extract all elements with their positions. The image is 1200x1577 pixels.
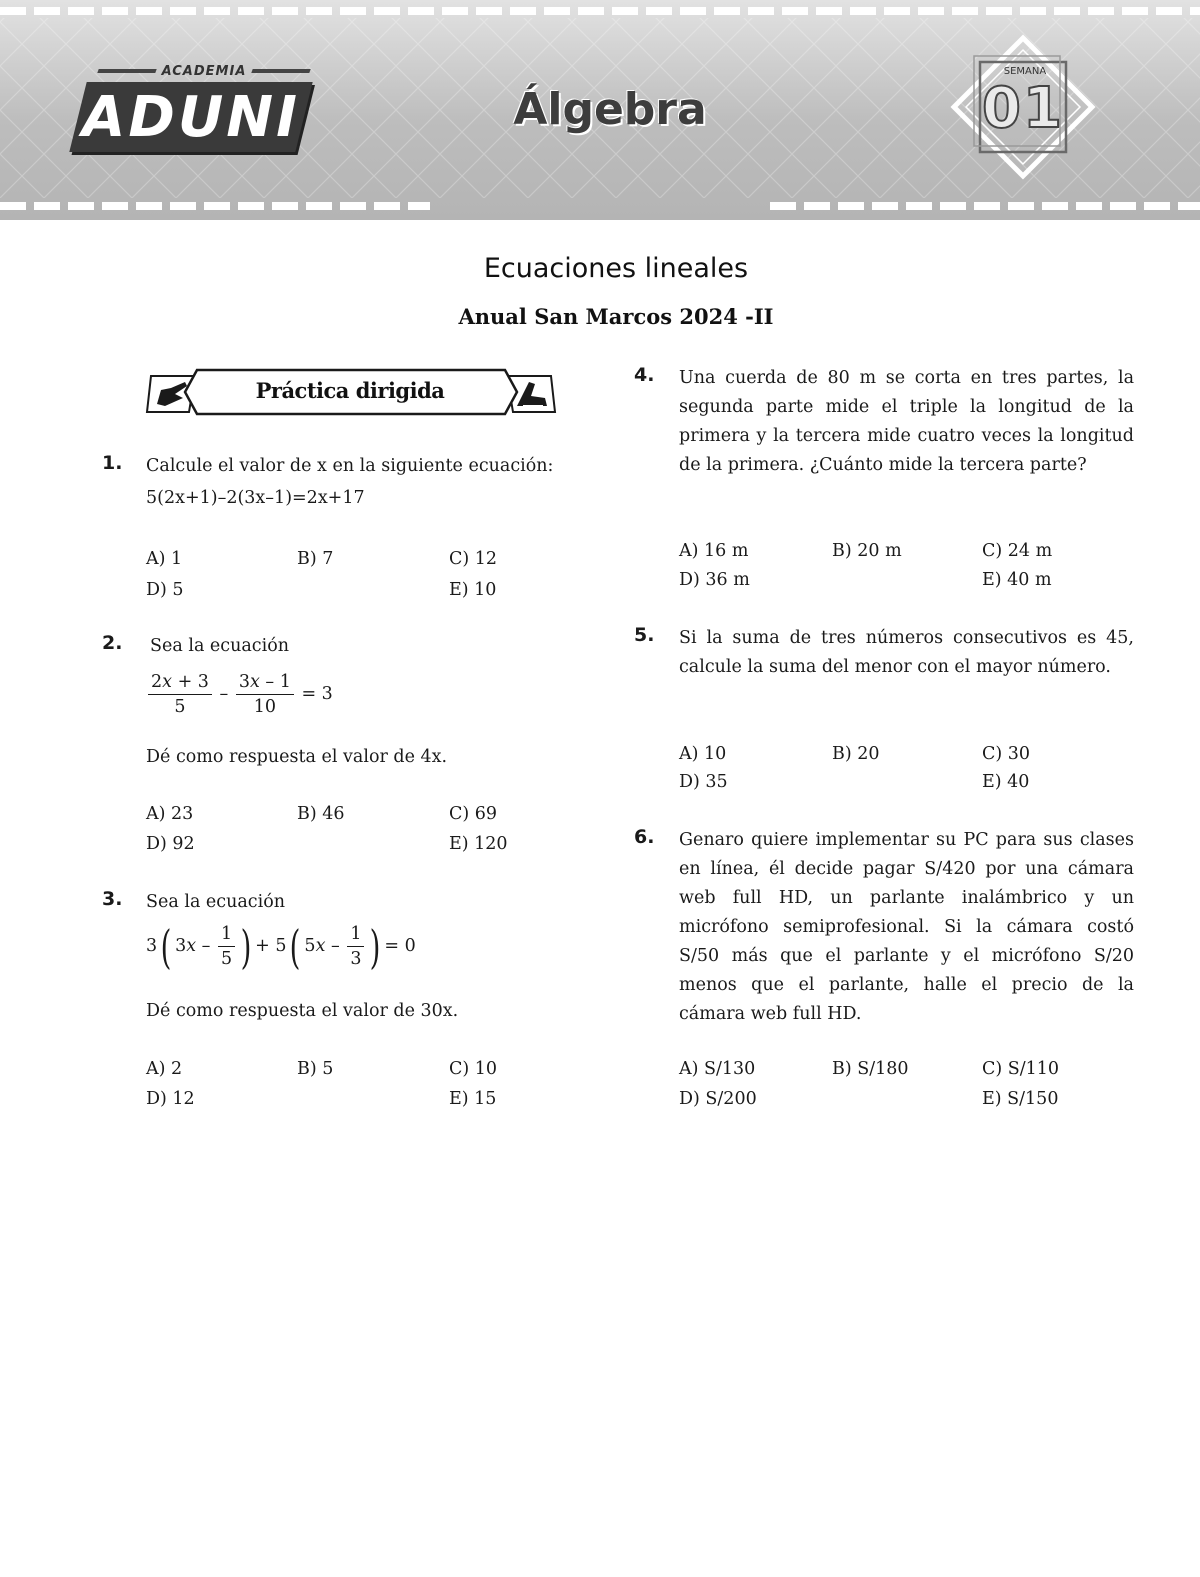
question-5-option-b[interactable]: B) 20 bbox=[832, 744, 880, 764]
document-subtitle: Anual San Marcos 2024 -II bbox=[458, 304, 774, 329]
question-2-option-a[interactable]: A) 23 bbox=[146, 804, 194, 824]
question-2-number: 2. bbox=[102, 632, 123, 654]
section-title: Práctica dirigida bbox=[255, 378, 445, 403]
question-4-option-a[interactable]: A) 16 m bbox=[679, 541, 749, 561]
question-3-option-e[interactable]: E) 15 bbox=[449, 1089, 497, 1109]
question-3-equation: 3( 3x – $\frac{1}{5}$ ) + 5( 5x – $\frac{1}{3}$ ) = 0 bbox=[146, 919, 416, 974]
question-4-option-e[interactable]: E) 40 m bbox=[982, 570, 1052, 590]
question-3-option-b[interactable]: B) 5 bbox=[297, 1059, 334, 1079]
question-1-option-c[interactable]: C) 12 bbox=[449, 549, 498, 569]
week-number: 01 bbox=[982, 76, 1064, 141]
question-2-instruction: Dé como respuesta el valor de 4x. bbox=[146, 747, 448, 767]
header-dash-border-bottom bbox=[0, 202, 1200, 210]
header-dash-border-top bbox=[0, 7, 1200, 15]
question-2-text: Sea la ecuación bbox=[150, 636, 290, 656]
question-6-number: 6. bbox=[634, 826, 655, 848]
question-1-text: Calcule el valor de x en la siguiente ecuación: bbox=[146, 456, 554, 476]
question-5-option-e[interactable]: E) 40 bbox=[982, 772, 1030, 792]
question-5-text: Si la suma de tres números consecutivos es 45, calcule la suma del menor con el mayor número. bbox=[679, 628, 1134, 677]
question-3-number: 3. bbox=[102, 888, 123, 910]
question-6-option-e[interactable]: E) S/150 bbox=[982, 1089, 1059, 1109]
question-1-option-a[interactable]: A) 1 bbox=[146, 549, 183, 569]
question-5-option-c[interactable]: C) 30 bbox=[982, 744, 1031, 764]
question-1-number: 1. bbox=[102, 452, 123, 474]
question-2-option-c[interactable]: C) 69 bbox=[449, 804, 498, 824]
question-5-number: 5. bbox=[634, 624, 655, 646]
logo-wordmark: ADUNI bbox=[82, 84, 300, 150]
question-3-text: Sea la ecuación bbox=[146, 892, 286, 912]
subject-title: Álgebra bbox=[513, 84, 707, 135]
question-4-option-d[interactable]: D) 36 m bbox=[679, 570, 750, 590]
question-3-option-c[interactable]: C) 10 bbox=[449, 1059, 498, 1079]
question-2-option-b[interactable]: B) 46 bbox=[297, 804, 345, 824]
question-2-equation: $\frac{2x + 3}{5}$ – $\frac{3x - 1}{10}$ = 3 bbox=[146, 670, 333, 719]
question-1-option-e[interactable]: E) 10 bbox=[449, 580, 497, 600]
question-3-instruction: Dé como respuesta el valor de 30x. bbox=[146, 1001, 459, 1021]
question-5-option-a[interactable]: A) 10 bbox=[679, 744, 727, 764]
question-3-option-d[interactable]: D) 12 bbox=[146, 1089, 195, 1109]
question-4-number: 4. bbox=[634, 364, 655, 386]
logo-tagline: ACADEMIA bbox=[92, 62, 316, 80]
question-1-equation: 5(2x+1)–2(3x–1)=2x+17 bbox=[146, 488, 365, 508]
question-4-option-c[interactable]: C) 24 m bbox=[982, 541, 1053, 561]
question-2-option-e[interactable]: E) 120 bbox=[449, 834, 508, 854]
document-title: Ecuaciones lineales bbox=[483, 253, 749, 284]
question-6-option-d[interactable]: D) S/200 bbox=[679, 1089, 757, 1109]
question-1-option-d[interactable]: D) 5 bbox=[146, 580, 184, 600]
week-label: SEMANA bbox=[1003, 66, 1047, 77]
question-6-option-a[interactable]: A) S/130 bbox=[679, 1059, 756, 1079]
question-5-option-d[interactable]: D) 35 bbox=[679, 772, 728, 792]
question-2-option-d[interactable]: D) 92 bbox=[146, 834, 195, 854]
question-4-option-b[interactable]: B) 20 m bbox=[832, 541, 902, 561]
question-4-text: Una cuerda de 80 m se corta en tres partes, la segunda parte mide el triple la longitud de la primera y la tercera mide cuatro veces la longitud de la primera. ¿Cuánto mide la tercera parte? bbox=[679, 368, 1134, 475]
question-3-option-a[interactable]: A) 2 bbox=[146, 1059, 183, 1079]
question-6-option-c[interactable]: C) S/110 bbox=[982, 1059, 1060, 1079]
question-6-option-b[interactable]: B) S/180 bbox=[832, 1059, 909, 1079]
question-6-text: Genaro quiere implementar su PC para sus clases en línea, él decide pagar S/420 por una cámara web full HD, un parlante inalámbrico y un micrófono semiprofesional. Si la cámara costó S/50 más que el parlante y el micrófono S/20 menos que el parlante, halle el precio de la cámara web full HD. bbox=[679, 830, 1134, 1024]
question-1-option-b[interactable]: B) 7 bbox=[297, 549, 334, 569]
